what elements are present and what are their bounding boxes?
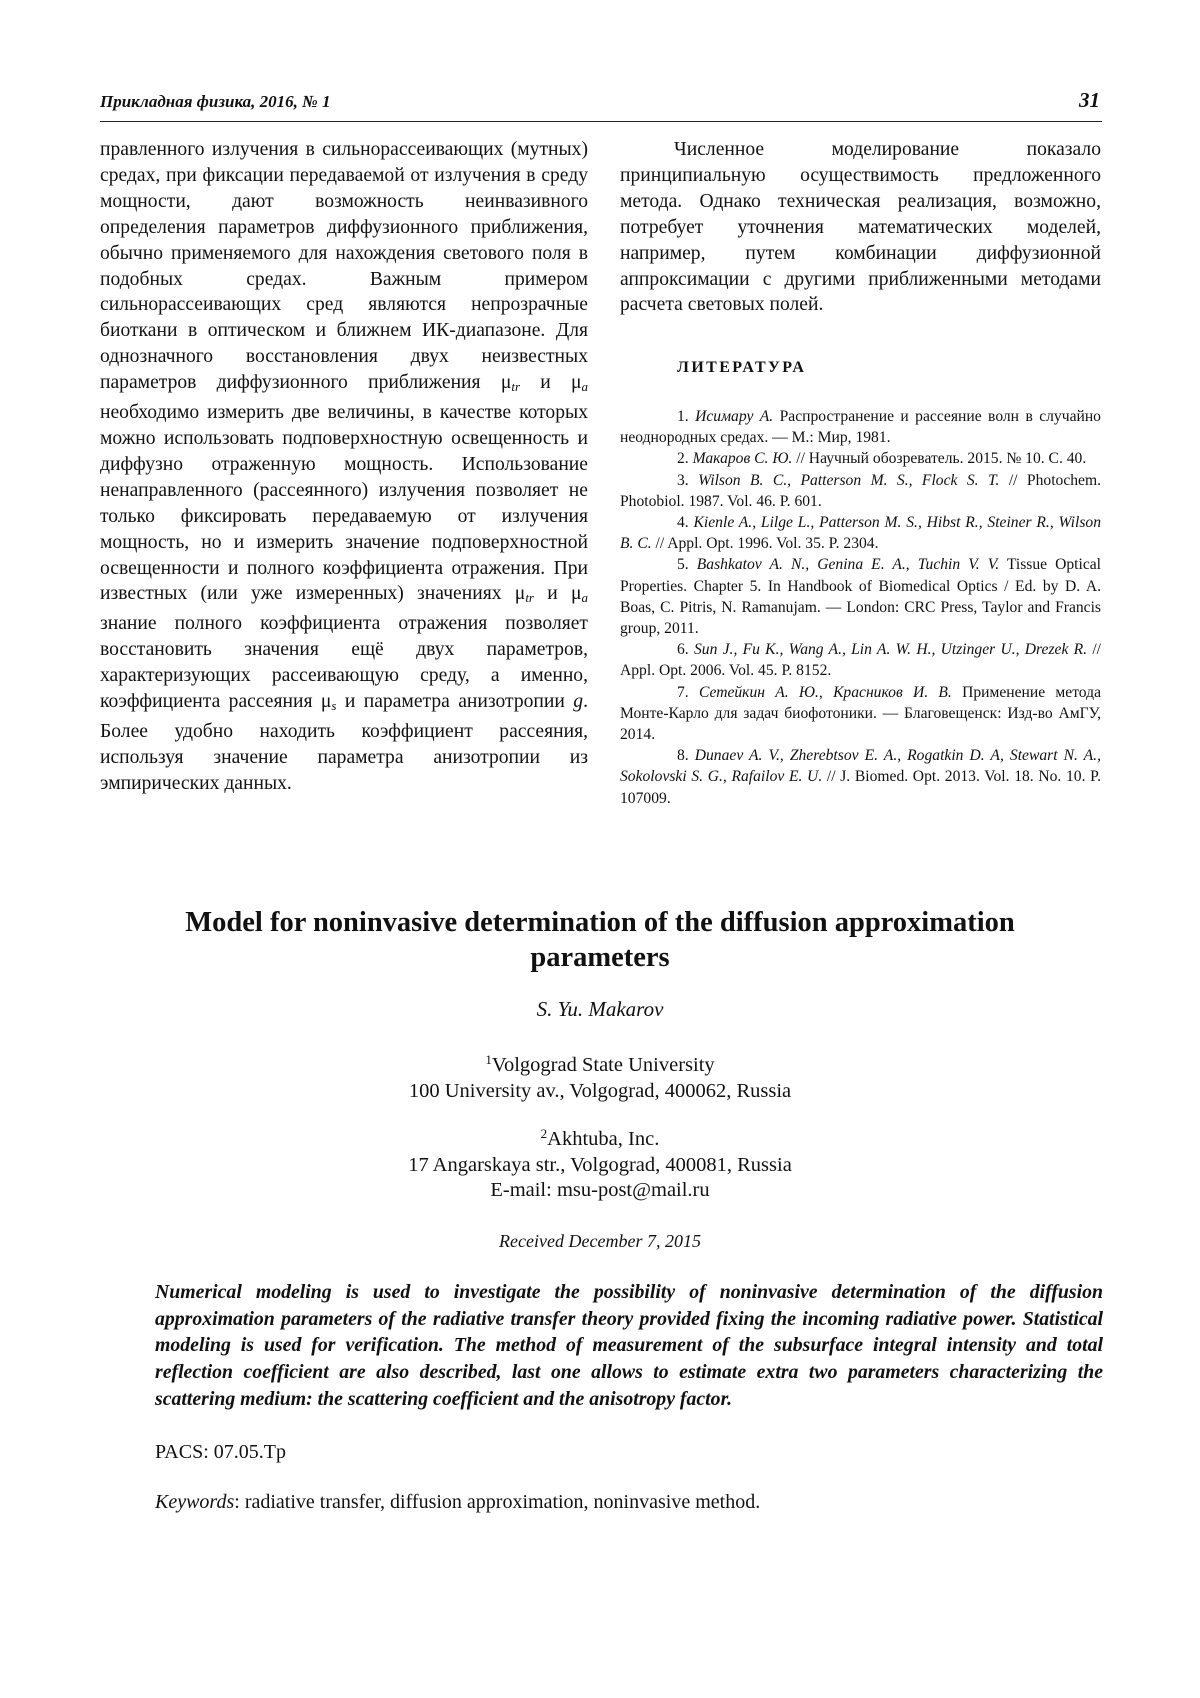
- ref-num: 7.: [677, 683, 689, 701]
- ref-authors: Исимару А.: [695, 408, 774, 425]
- left-text-e: . Более удобно находить коэффициент рассеяния, используя значение параметра анизотропии из эмпирических данных.: [100, 691, 588, 794]
- affiliation-1: [0, 1047, 1200, 1104]
- ref-num: 5.: [677, 556, 689, 574]
- references-heading: ЛИТЕРАТУРА: [677, 359, 807, 376]
- affil-address: 100 University av., Volgograd, 400062, Russia: [408, 1079, 792, 1102]
- mu-symbol: μ: [500, 372, 512, 394]
- affil-name: Akhtuba, Inc.: [547, 1128, 660, 1150]
- mu-symbol: μ: [570, 372, 582, 394]
- ref-authors: Dunaev A. V., Zherebtsov E. A., Rogatkin D. A, Stewart N. A., Sokolovski S. G., Rafailov E. U.: [620, 747, 1101, 786]
- and-word: и: [520, 372, 571, 394]
- affiliation-2: [0, 1121, 1200, 1204]
- mu-symbol: μ: [570, 583, 582, 605]
- ref-authors: Sun J., Fu K., Wang A., Lin A. W. H., Utzinger U., Drezek R.: [693, 641, 1088, 659]
- left-text-c: знание полного коэффициента отражения позволяет восстановить значения ещё двух параметров, характеризующих рассеивающую среду, а именно, коэффициента рассеяния: [100, 613, 588, 713]
- ref-details: Tissue Optical Properties. Chapter 5. In Handbook of Biomedical Optics / Ed. by D. A. Boas, C. Pitris, N. Ramanujam. — London: CRC Press, Taylor and Francis group, 2011.: [620, 556, 1102, 638]
- ref-authors: Bashkatov A. N., Genina E. A., Tuchin V. V.: [696, 556, 1000, 574]
- received-date: Received December 7, 2015: [499, 1231, 701, 1251]
- references-list: [620, 406, 1101, 809]
- ref-details: // Appl. Opt. 1996. Vol. 35. P. 2304.: [651, 535, 879, 553]
- paper-title: [140, 905, 1060, 975]
- ref-authors: Сетейкин А. Ю., Красников И. В.: [698, 683, 952, 701]
- mu-symbol: μ: [320, 691, 332, 713]
- keywords-text: : radiative transfer, diffusion approximation, noninvasive method.: [234, 1491, 761, 1513]
- affil-name: Volgograd State University: [491, 1054, 715, 1076]
- reference-item: [620, 470, 1101, 512]
- subscript-tr: tr: [511, 379, 520, 395]
- and-word: и: [533, 583, 571, 605]
- keywords-label: Keywords: [155, 1491, 235, 1513]
- mu-symbol: μ: [514, 583, 526, 605]
- left-text-b: необходимо измерить две величины, в качестве которых можно использовать подповерхностную освещенность и диффузно отраженную мощность. Использование ненаправленного (рассеянного) излучения позволяет не только фиксировать передаваемую от излучения мощность, но и измерить значение подповерхностной освещенности и полного коэффициента отражения. При известных (или уже измеренных) значениях: [100, 402, 588, 605]
- affil-marker: 1: [485, 1052, 492, 1067]
- ref-authors: Kienle A., Lilge L., Patterson M. S., Hibst R., Steiner R., Wilson B. C.: [620, 514, 1101, 553]
- ref-num: 2.: [677, 450, 689, 468]
- reference-item: [620, 639, 1101, 681]
- keywords: [155, 1491, 760, 1514]
- ref-details: // Photochem. Photobiol. 1987. Vol. 46. P. 601.: [620, 471, 1101, 510]
- ref-details: Распространение и рассеяние волн в случайно неоднородных средах. — М.: Мир, 1981.: [620, 408, 1101, 447]
- left-text-a: правленного излучения в сильнорассеивающих (мутных) средах, при фиксации передаваемой от излучения в среду мощности, дают возможность неинвазивного определения параметров диффузионного приближения, обычно применяемого для нахождения светового поля в подобных средах. Важным примером сильнорассеивающих сред являются непрозрачные биоткани в оптическом и ближнем ИК-диапазоне. Для однозначного восстановления двух неизвестных параметров диффузионного приближения: [100, 139, 588, 394]
- ref-details: // Appl. Opt. 2006. Vol. 45. P. 8152.: [620, 641, 1101, 680]
- reference-item: [620, 448, 1101, 469]
- ref-num: 1.: [677, 408, 689, 425]
- left-column: [100, 137, 588, 797]
- ref-num: 3.: [677, 471, 689, 489]
- g-symbol: g: [573, 691, 584, 713]
- ref-details: // J. Biomed. Opt. 2013. Vol. 18. No. 10. P. 107009.: [620, 768, 1101, 807]
- ref-details: Применение метода Монте-Карло для задач биофотоники. — Благовещенск: Изд-во АмГУ, 2014.: [620, 683, 1102, 744]
- pacs-code: PACS: 07.05.Tp: [155, 1441, 286, 1463]
- reference-item: [620, 745, 1101, 809]
- ref-authors: Wilson B. C., Patterson M. S., Flock S. T.: [698, 471, 1000, 489]
- journal-title: Прикладная физика, 2016, № 1: [100, 92, 331, 111]
- ref-num: 4.: [677, 514, 689, 532]
- affil-address: 17 Angarskaya str., Volgograd, 400081, Russia: [408, 1153, 792, 1176]
- subscript-a: a: [581, 379, 588, 395]
- right-paragraph: Численное моделирование показало принципиальную осуществимость предложенного метода. Однако техническая реализация, возможно, потребует уточнения математических моделей, например, путем комбинации диффузионной аппроксимации с другими приближенными методами расчета световых полей.: [620, 139, 1101, 316]
- subscript-tr: tr: [525, 590, 534, 606]
- subscript-a: a: [581, 590, 588, 606]
- title-line: parameters: [530, 942, 670, 973]
- running-header: [100, 90, 1102, 122]
- ref-details: // Научный обозреватель. 2015. № 10. С. 40.: [792, 450, 1087, 468]
- subscript-s: s: [331, 698, 337, 714]
- abstract: Numerical modeling is used to investigate the possibility of noninvasive determination of the diffusion approximation parameters of the radiative transfer theory provided fixing the incoming radiative power. Statistical modeling is used for verification. The method of measurement of the subsurface integral intensity and total reflection coefficient are also described, last one allows to estimate extra two parameters characterizing the scattering medium: the scattering coefficient and the anisotropy factor.: [155, 1281, 1103, 1410]
- reference-item: [620, 406, 1101, 448]
- affil-marker: 2: [540, 1126, 548, 1141]
- title-line: Model for noninvasive determination of the diffusion approximation: [185, 907, 1015, 938]
- ref-num: 8.: [677, 747, 689, 765]
- reference-item: [620, 512, 1101, 554]
- right-column: [620, 137, 1101, 318]
- ref-num: 6.: [677, 641, 689, 659]
- author-name: S. Yu. Makarov: [536, 997, 664, 1021]
- ref-authors: Макаров С. Ю.: [692, 450, 793, 468]
- reference-item: [620, 682, 1101, 746]
- page-number: 31: [1079, 88, 1100, 112]
- reference-item: [620, 554, 1101, 639]
- left-text-d: и параметра анизотропии: [336, 691, 574, 713]
- email-address: E-mail: msu-post@mail.ru: [490, 1179, 710, 1201]
